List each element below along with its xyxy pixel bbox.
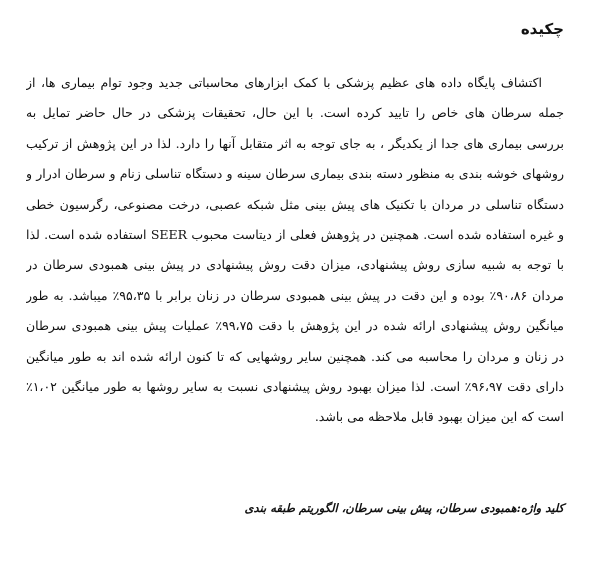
abstract-line: دستگاه تناسلی در مردان با تکنیک های پیش بینی مثل شبکه عصبی، درخت مصنوعی، رگرسیون خطی [26, 196, 564, 212]
abstract-line: بررسی بیماری های جدا از یکدیگر ، به جای توجه به اثر متقابل آنها را دارد. لذا در این پژوهش از ترکیب [26, 135, 564, 151]
abstract-line: میانگین روش پیشنهادی ارائه شده در این پژوهش با دقت ۹۹،۷۵٪ عملیات پیش بینی همبودی سرطان [26, 318, 564, 334]
abstract-line: اکتشاف پایگاه داده های عظیم پزشکی با کمک ابزارهای محاسباتی جدید وجود توام بیماری ها، از [26, 75, 542, 90]
abstract-line: است که این میزان بهبود قابل ملاحظه می باشد. [314, 409, 564, 425]
abstract-line: در زنان و مردان را محاسبه می کند. همچنین سایر روشهایی که تا کنون ارائه شده اند به طور میانگین [26, 348, 564, 364]
abstract-title: چکیده [520, 20, 564, 38]
abstract-line: جمله سرطان های خاص را تایید کرده است. با این حال، تحقیقات پزشکی در حال حاضر تمایل به [26, 105, 564, 121]
abstract-line: روشهای خوشه بندی به منظور دسته بندی بیماری سرطان سینه و دستگاه تناسلی زنام و سرطان ادرار و [26, 166, 564, 182]
abstract-line: دارای دقت ۹۶،۹۷٪ است. لذا میزان بهبود روش پیشنهادی نسبت به سایر روشها به طور میانگین ۱،۰۲٪ [26, 378, 564, 394]
abstract-body [26, 68, 564, 433]
abstract-line: مردان ۹۰،۸۶٪ بوده و این دقت در پیش بینی همبودی سرطان در زنان برابر با ۹۵،۳۵٪ میباشد. به طور [26, 287, 564, 303]
abstract-line: با توجه به شبیه سازی روش پیشنهادی، میزان دقت روش پیشنهادی در پیش بینی همبودی سرطان در [26, 257, 564, 273]
abstract-line: و غیره استفاده شده است. همچنین در پژوهش فعلی از دیتاست محبوب SEER استفاده شده است. لذا [26, 226, 564, 242]
keywords-line: کلید واژه:همبودی سرطان، پیش بینی سرطان، الگوریتم طبقه بندی [244, 501, 564, 515]
